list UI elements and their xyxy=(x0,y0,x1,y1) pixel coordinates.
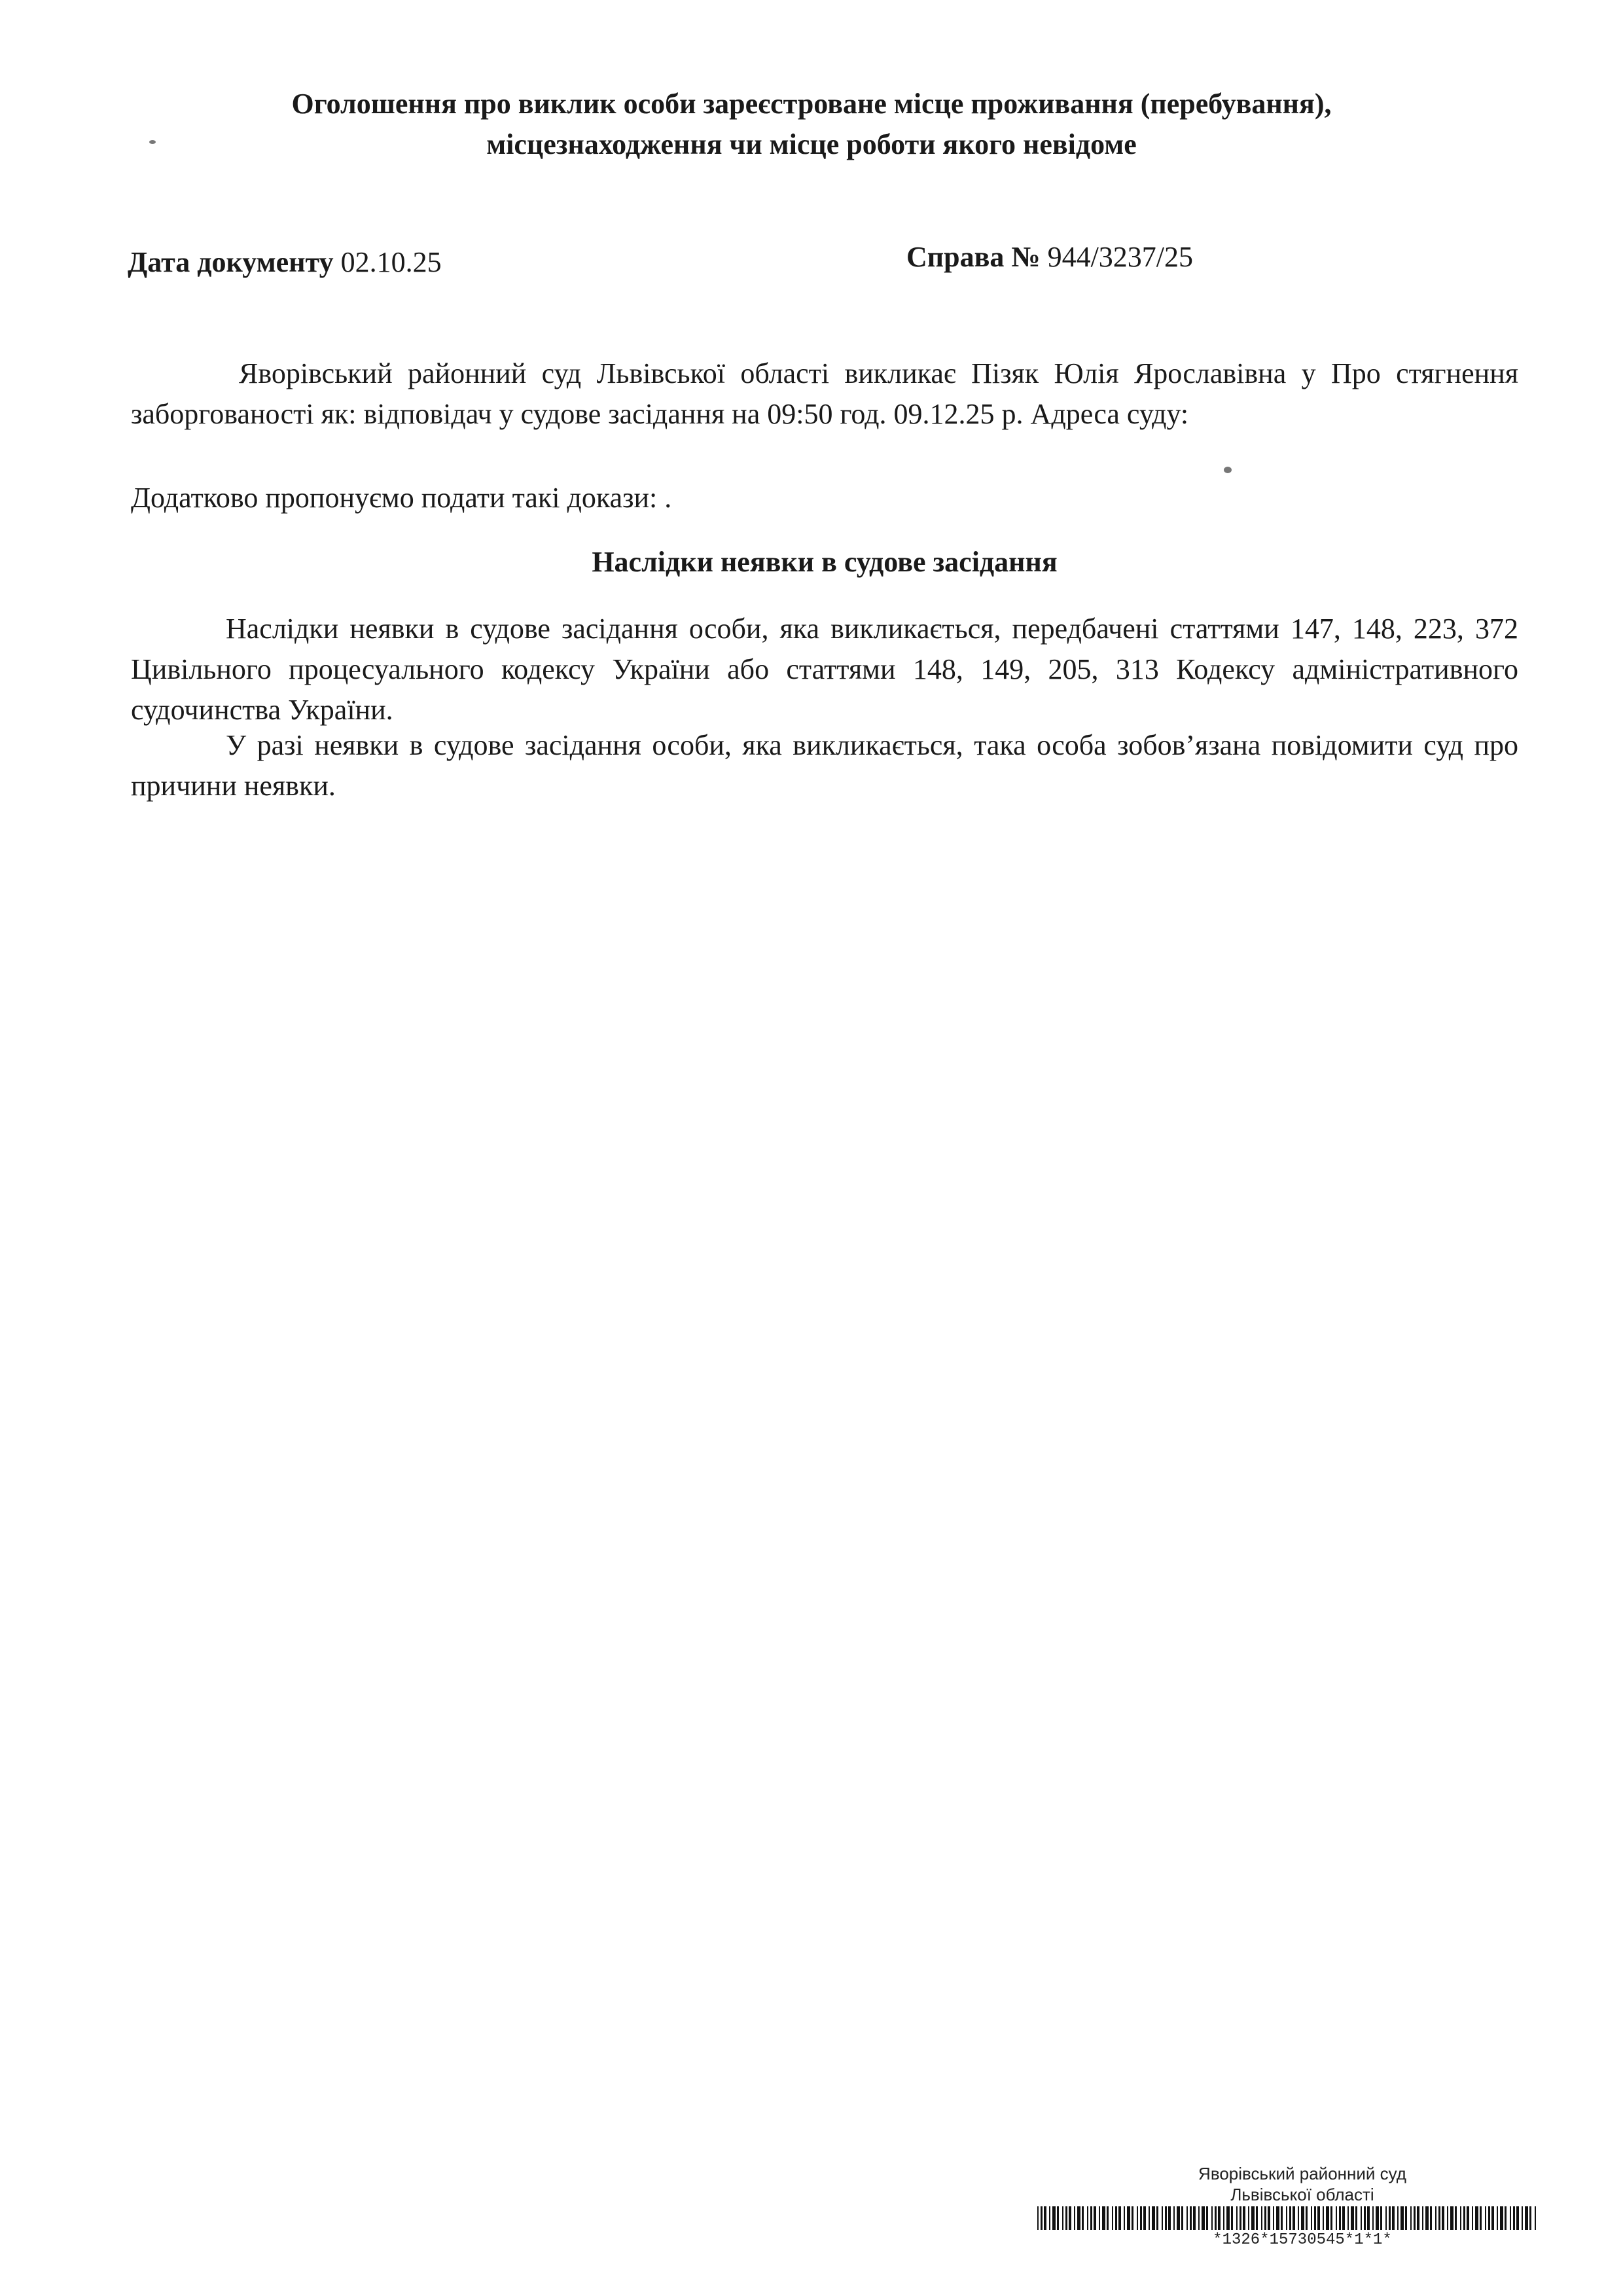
date-label: Дата документу xyxy=(128,246,334,278)
scan-speck xyxy=(149,140,156,144)
barcode-text: *1326*15730545*1*1* xyxy=(1213,2231,1392,2249)
case-number xyxy=(906,240,1193,274)
consequences-paragraph: Наслідки неявки в судове засідання особи, яка викликається, передбачені статтями 147, 148, 223, 372 Цивільного процесуального кодексу України або статтями 148, 149, 205, 313 Кодексу адміністративного судочинства України. xyxy=(131,613,1518,726)
document-date xyxy=(128,245,442,279)
title-line-1: Оголошення про виклик особи зареєстроване місце проживання (перебування), xyxy=(291,88,1332,120)
title-line-2: місцезнаходження чи місце роботи якого невідоме xyxy=(486,128,1137,160)
document-title xyxy=(196,84,1427,165)
case-label: Справа № xyxy=(906,241,1041,273)
stamp-court-name: Яворівський районний суд xyxy=(1198,2164,1406,2183)
stamp-court-region: Львівської області xyxy=(1230,2185,1374,2204)
scan-speck xyxy=(1224,467,1232,473)
barcode-image xyxy=(1037,2206,1541,2230)
evidence-paragraph: Додатково пропонуємо подати такі докази: . xyxy=(131,482,672,514)
obligation-paragraph: У разі неявки в судове засідання особи, яка викликається, така особа зобов’язана повідомити суд про причини неявки. xyxy=(131,729,1518,802)
consequences-heading: Наслідки неявки в судове засідання xyxy=(592,546,1058,578)
date-value: 02.10.25 xyxy=(340,246,442,278)
court-stamp xyxy=(1037,2163,1541,2249)
summons-paragraph: Яворівський районний суд Львівської області викликає Пізяк Юлія Ярославівна у Про стягнення заборгованості як: відповідач у судове засідання на 09:50 год. 09.12.25 р. Адреса суду: xyxy=(131,357,1518,430)
case-value: 944/3237/25 xyxy=(1047,241,1194,273)
